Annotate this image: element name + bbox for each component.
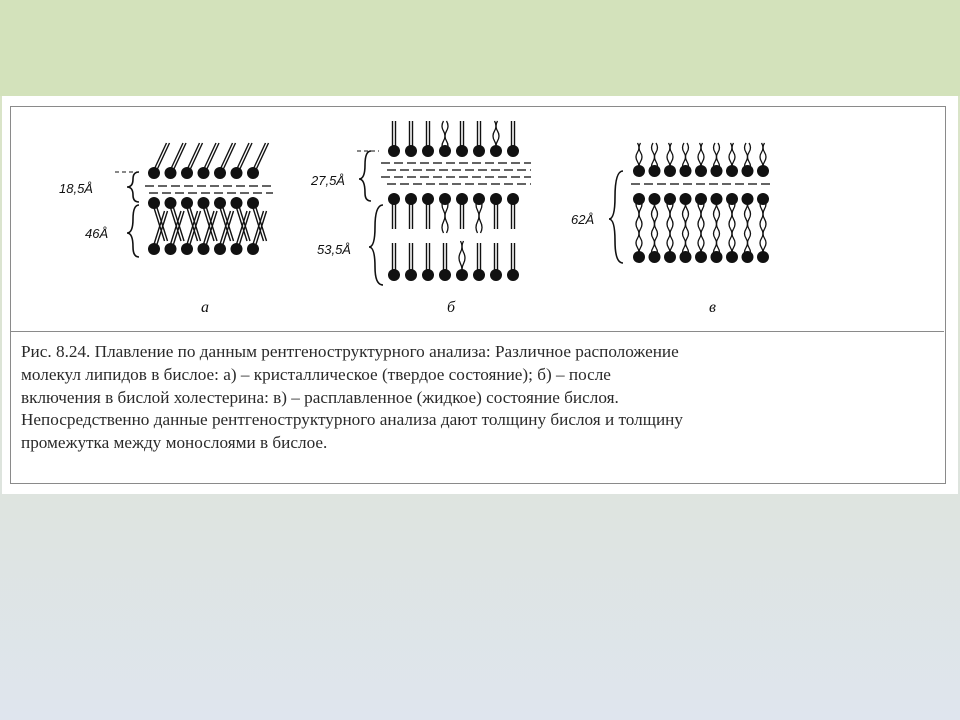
lipid-head xyxy=(148,167,160,179)
lipid-head xyxy=(231,167,243,179)
lipid-head xyxy=(649,251,661,263)
panel-v-brace xyxy=(609,171,623,263)
panel-a-label-1: 18,5Å xyxy=(59,181,93,196)
lipid-head xyxy=(664,165,676,177)
lipid-head xyxy=(757,193,769,205)
lipid-head xyxy=(231,197,243,209)
lipid-head xyxy=(742,251,754,263)
lipid-head xyxy=(165,243,177,255)
lipid-head xyxy=(439,269,451,281)
lipid-head xyxy=(439,193,451,205)
caption-line-3: включения в бислой холестерина: в) – расплавленное (жидкое) состояние бислоя. xyxy=(21,387,619,407)
panel-a-letter: а xyxy=(201,299,209,316)
lipid-head xyxy=(664,251,676,263)
lipid-head xyxy=(633,165,645,177)
lipid-head xyxy=(247,243,259,255)
lipid-head xyxy=(214,167,226,179)
lipid-head xyxy=(473,269,485,281)
figure-frame xyxy=(10,106,946,484)
panel-b-label-1: 27,5Å xyxy=(311,173,345,188)
lipid-head xyxy=(490,193,502,205)
lipid-head xyxy=(388,145,400,157)
lipid-head xyxy=(473,193,485,205)
bilayer-drawing xyxy=(11,107,944,331)
lipid-head xyxy=(711,193,723,205)
panel-v-letter: в xyxy=(709,299,716,316)
caption-line-5: промежутка между монослоями в бислое. xyxy=(21,433,328,453)
lipid-head xyxy=(405,269,417,281)
lipid-head xyxy=(742,193,754,205)
panel-v-upper-layer xyxy=(633,143,769,177)
lipid-head xyxy=(757,165,769,177)
lipid-head xyxy=(165,197,177,209)
lipid-head xyxy=(214,197,226,209)
panel-b-brace-bottom xyxy=(369,205,383,285)
panel-b xyxy=(310,121,531,316)
lipid-head xyxy=(405,145,417,157)
panel-v-lower-layer xyxy=(633,193,769,263)
panel-a-brace-top xyxy=(127,172,139,202)
panel-a-upper-layer xyxy=(148,143,269,179)
caption-line-1: Рис. 8.24. Плавление по данным рентгеноструктурного анализа: Различное расположение xyxy=(21,342,679,361)
lipid-head xyxy=(695,251,707,263)
lipid-head xyxy=(456,145,468,157)
lipid-head xyxy=(695,193,707,205)
lipid-head xyxy=(726,193,738,205)
panel-b-letter: б xyxy=(447,299,456,316)
lipid-head xyxy=(439,145,451,157)
panel-a-middle-layer xyxy=(145,186,273,193)
lipid-head xyxy=(198,197,210,209)
lipid-head xyxy=(649,193,661,205)
lipid-head xyxy=(633,251,645,263)
panel-a xyxy=(59,143,273,316)
panel-b-upper-layer xyxy=(388,121,519,157)
lipid-head xyxy=(148,197,160,209)
panel-b-label-2: 53,5Å xyxy=(317,242,351,257)
lipid-head xyxy=(165,167,177,179)
lipid-head xyxy=(490,269,502,281)
lipid-head xyxy=(388,193,400,205)
lipid-head xyxy=(633,193,645,205)
lipid-head xyxy=(388,269,400,281)
lipid-head xyxy=(456,193,468,205)
lipid-head xyxy=(507,193,519,205)
panel-a-lower-layer xyxy=(148,197,267,255)
lipid-head xyxy=(711,251,723,263)
panel-v-label-1: 62Å xyxy=(571,212,595,227)
lipid-head xyxy=(214,243,226,255)
panel-a-label-2: 46Å xyxy=(85,226,109,241)
lipid-head xyxy=(680,251,692,263)
figure-sheet xyxy=(2,96,958,494)
figure-caption xyxy=(21,341,937,455)
slide-header-band xyxy=(0,0,960,96)
lipid-head xyxy=(490,145,502,157)
lipid-head xyxy=(181,197,193,209)
panel-b-brace-top xyxy=(359,151,371,201)
panel-b-middle-layer xyxy=(381,163,531,184)
panel-v xyxy=(571,143,770,316)
lipid-head xyxy=(456,269,468,281)
lipid-head xyxy=(726,251,738,263)
lipid-head xyxy=(181,167,193,179)
lipid-head xyxy=(726,165,738,177)
lipid-head xyxy=(695,165,707,177)
lipid-head xyxy=(711,165,723,177)
lipid-head xyxy=(148,243,160,255)
lipid-head xyxy=(198,167,210,179)
lipid-head xyxy=(664,193,676,205)
lipid-bilayer-illustration xyxy=(11,107,944,332)
lipid-head xyxy=(473,145,485,157)
lipid-head xyxy=(247,197,259,209)
lipid-head xyxy=(742,165,754,177)
panel-a-brace-bottom xyxy=(127,205,139,257)
lipid-head xyxy=(422,193,434,205)
lipid-head xyxy=(680,165,692,177)
caption-line-4: Непосредственно данные рентгеноструктурного анализа дают толщину бислоя и толщину xyxy=(21,410,683,430)
lipid-head xyxy=(507,269,519,281)
lipid-head xyxy=(680,193,692,205)
lipid-head xyxy=(507,145,519,157)
lipid-head xyxy=(405,193,417,205)
lipid-head xyxy=(247,167,259,179)
lipid-head xyxy=(181,243,193,255)
lipid-head xyxy=(649,165,661,177)
panel-b-lower-layer xyxy=(388,193,519,281)
lipid-head xyxy=(422,145,434,157)
lipid-head xyxy=(198,243,210,255)
lipid-head xyxy=(231,243,243,255)
lipid-head xyxy=(757,251,769,263)
caption-line-2: молекул липидов в бислое: а) – кристаллическое (твердое состояние); б) – после xyxy=(21,364,611,384)
lipid-head xyxy=(422,269,434,281)
